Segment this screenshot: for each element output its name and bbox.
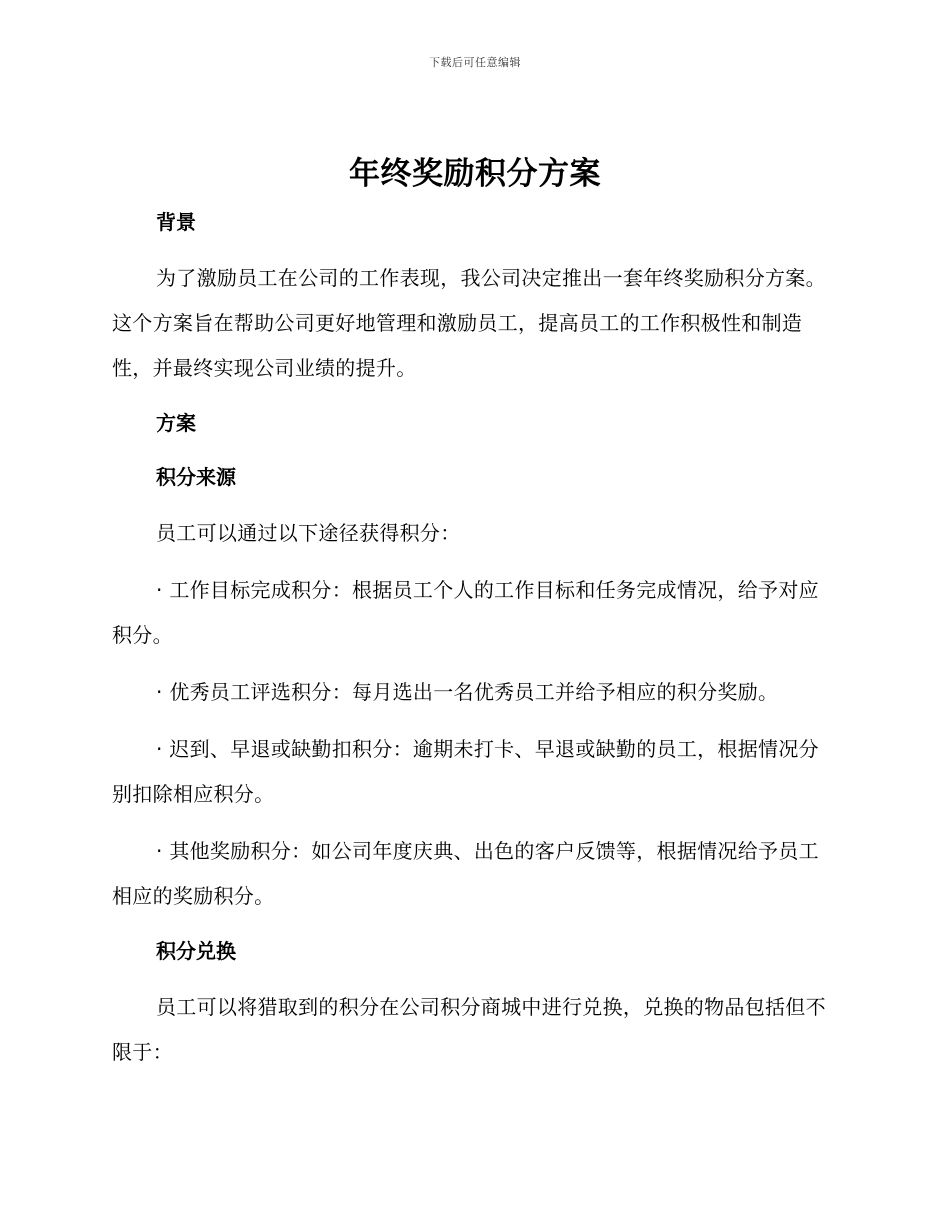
header-note: 下载后可任意编辑 [429,56,521,69]
bullet-item: · 迟到、早退或缺勤扣积分：逾期未打卡、早退或缺勤的员工，根据情况分别扣除相应积分。 [112,737,819,806]
document-body [112,202,834,1087]
document-title: 年终奖励积分方案 [349,156,601,192]
bullet-item: · 优秀员工评选积分：每月选出一名优秀员工并给予相应的积分奖励。 [156,680,779,704]
background-paragraph: 为了激励员工在公司的工作表现，我公司决定推出一套年终奖励积分方案。这个方案旨在帮助公司更好地管理和激励员工，提高员工的工作积极性和制造性，并最终实现公司业绩的提升。 [112,266,826,380]
section-heading-background: 背景 [156,210,196,234]
bullet-item: · 其他奖励积分：如公司年度庆典、出色的客户反馈等，根据情况给予员工相应的奖励积分。 [112,839,819,908]
bullet-item: · 工作目标完成积分：根据员工个人的工作目标和任务完成情况，给予对应积分。 [112,578,819,647]
section-heading-exchange: 积分兑换 [156,939,236,963]
section-heading-points-source: 积分来源 [156,465,236,489]
section-heading-plan: 方案 [156,411,196,435]
points-source-intro: 员工可以通过以下途径获得积分： [156,521,461,545]
exchange-paragraph: 员工可以将猎取到的积分在公司积分商城中进行兑换，兑换的物品包括但不限于： [112,995,826,1064]
